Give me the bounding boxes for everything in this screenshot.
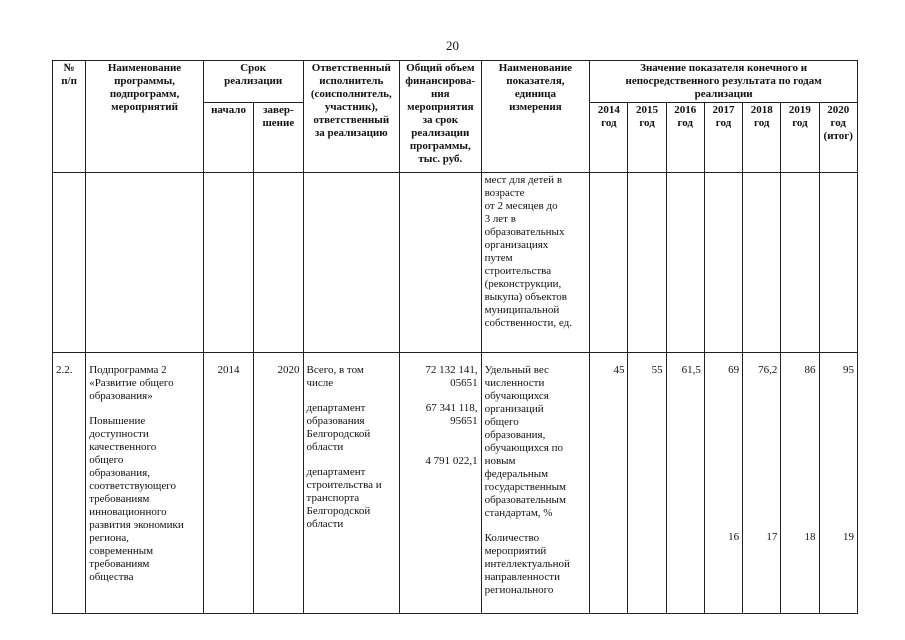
header-name: Наименование программы, подпрограмм, мероприятий bbox=[86, 61, 204, 173]
row-end: 2020 bbox=[254, 363, 303, 614]
header-year: 2015 год bbox=[628, 103, 666, 173]
year-cell bbox=[628, 363, 666, 614]
value: 95 bbox=[843, 363, 854, 376]
year-cell bbox=[743, 363, 781, 614]
year-cell bbox=[819, 363, 857, 614]
header-year: 2016 год bbox=[666, 103, 704, 173]
header-values: Значение показателя конечного и непосредственного результата по годам реализации bbox=[590, 61, 858, 103]
header-term-end: завер- шение bbox=[254, 103, 303, 173]
row-num: 2.2. bbox=[53, 363, 86, 614]
subprogram-goal: Повышение доступности качественного общего образования, соответствующего требованиям инновационного развития экономики региона, современным требованиям общества bbox=[89, 414, 184, 583]
value: 19 bbox=[843, 530, 854, 543]
executor-total: Всего, в том числе bbox=[306, 363, 364, 389]
header-executor: Ответственный исполнитель (соисполнитель, участник), ответственный за реализацию bbox=[303, 61, 400, 173]
value: 16 bbox=[728, 530, 740, 543]
finance-total: 72 132 141, 05651 bbox=[425, 363, 478, 389]
header-year: 2014 год bbox=[590, 103, 628, 173]
program-table bbox=[52, 60, 858, 614]
table-row bbox=[53, 363, 858, 614]
value: 45 bbox=[613, 363, 625, 376]
row-name bbox=[86, 363, 204, 614]
value: 17 bbox=[766, 530, 778, 543]
value: 55 bbox=[651, 363, 663, 376]
value: 61,5 bbox=[681, 363, 701, 376]
row-finance bbox=[400, 363, 481, 614]
subprogram-title: Подпрограмма 2 «Развитие общего образования» bbox=[89, 363, 174, 402]
header-term-start: начало bbox=[203, 103, 253, 173]
header-indicator: Наименование показателя, единица измерения bbox=[481, 61, 590, 173]
finance-education: 67 341 118, 95651 bbox=[425, 401, 478, 427]
header-year: 2017 год bbox=[704, 103, 742, 173]
year-cell bbox=[666, 363, 704, 614]
page-number: 20 bbox=[446, 38, 459, 53]
finance-construction: 4 791 022,1 bbox=[425, 454, 478, 467]
header-year: 2018 год bbox=[743, 103, 781, 173]
value: 69 bbox=[728, 363, 740, 376]
row-start: 2014 bbox=[203, 363, 253, 614]
year-cell bbox=[781, 363, 819, 614]
spacer-row bbox=[53, 353, 858, 363]
header-finance: Общий объем финансирова- ния мероприятия за срок реализации программы, тыс. руб. bbox=[400, 61, 481, 173]
header-row-1 bbox=[53, 61, 858, 103]
indicator-events: Количество мероприятий интеллектуальной направленности регионального bbox=[484, 531, 570, 596]
value: 86 bbox=[804, 363, 816, 376]
year-cell bbox=[590, 363, 628, 614]
value: 76,2 bbox=[758, 363, 778, 376]
executor-education: департамент образования Белгородской области bbox=[306, 401, 371, 453]
continuation-row bbox=[53, 173, 858, 353]
indicator-share: Удельный вес численности обучающихся организаций общего образования, обучающихся по новым федеральным государственным образовательным стандартам, % bbox=[484, 363, 566, 519]
value: 18 bbox=[804, 530, 816, 543]
cont-indicator: мест для детей в возрасте от 2 месяцев до 3 лет в образовательных организациях путем строительства (реконструкции, выкупа) объектов муниципальной собственности, ед. bbox=[481, 173, 590, 353]
header-year: 2020 год (итог) bbox=[819, 103, 857, 173]
year-cell bbox=[704, 363, 742, 614]
executor-construction: департамент строительства и транспорта Белгородской области bbox=[306, 465, 382, 530]
header-term: Срок реализации bbox=[203, 61, 303, 103]
header-year: 2019 год bbox=[781, 103, 819, 173]
row-executor bbox=[303, 363, 400, 614]
row-indicator bbox=[481, 363, 590, 614]
header-num: № п/п bbox=[53, 61, 86, 173]
